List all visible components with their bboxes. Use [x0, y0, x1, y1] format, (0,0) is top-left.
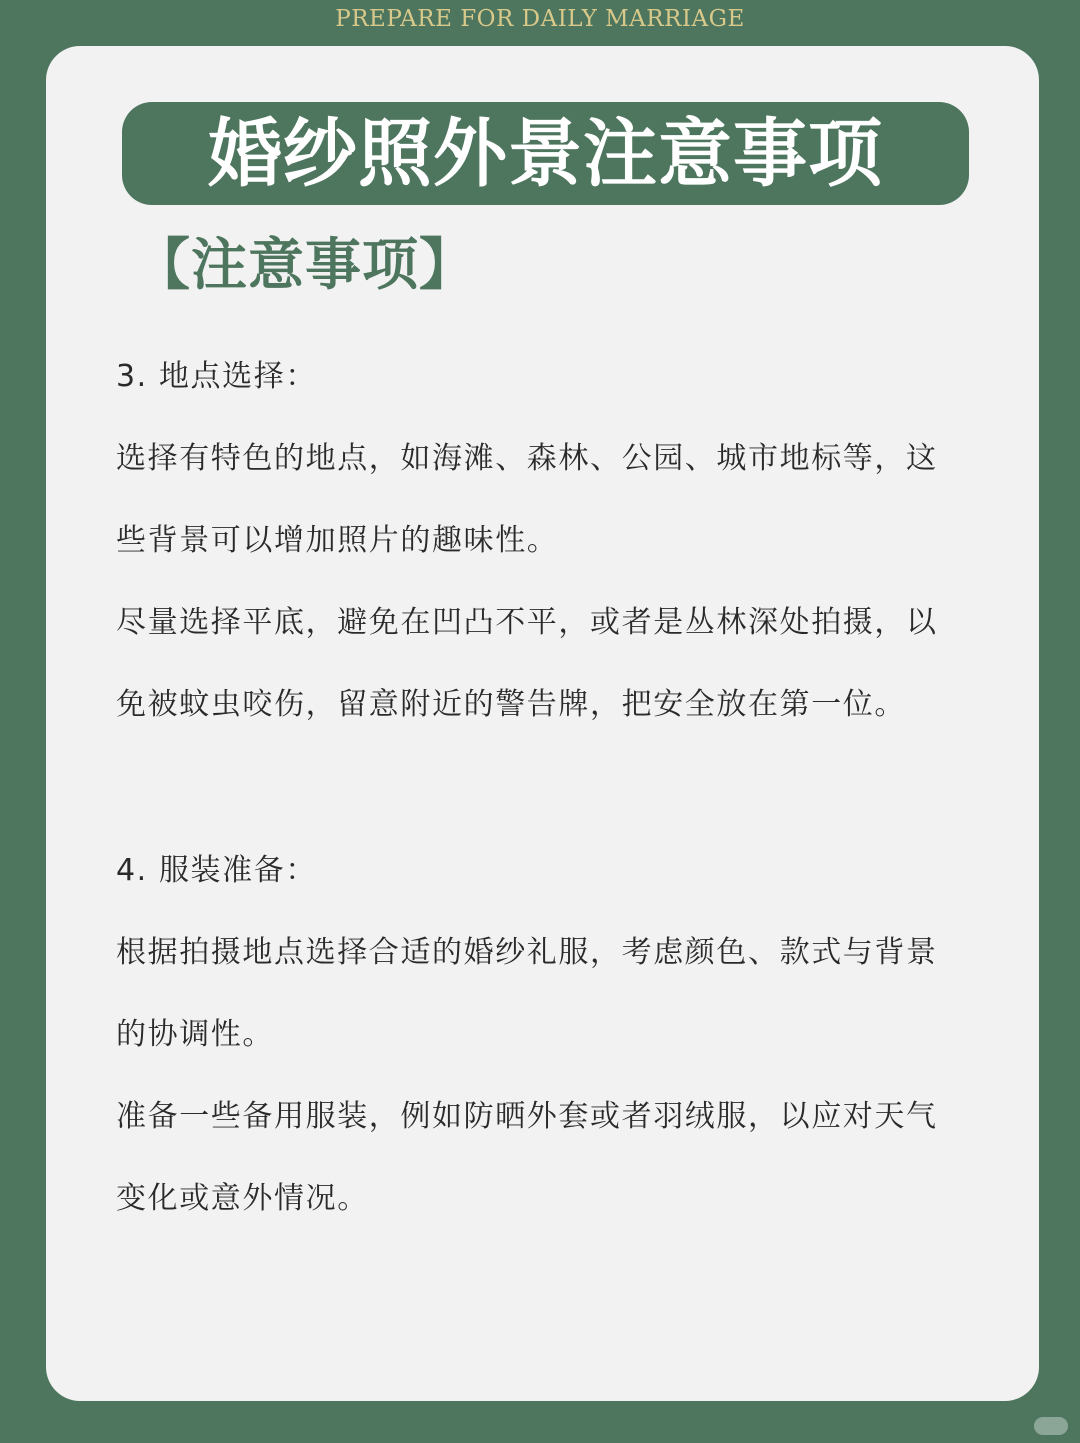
title-banner	[122, 102, 969, 205]
paragraph-line: 选择有特色的地点，如海滩、森林、公园、城市地标等，这	[116, 441, 938, 476]
page-title: 婚纱照外景注意事项	[208, 110, 883, 197]
paragraph-line: 免被蚊虫咬伤，留意附近的警告牌，把安全放在第一位。	[116, 687, 906, 722]
section-heading: 【注意事项】	[134, 233, 476, 298]
paragraph-line: 尽量选择平底，避免在凹凸不平，或者是丛林深处拍摄，以	[116, 605, 938, 640]
paragraph-line: 些背景可以增加照片的趣味性。	[116, 523, 559, 558]
paragraph-line: 的协调性。	[116, 1017, 274, 1052]
top-caption: PREPARE FOR DAILY MARRIAGE	[335, 6, 745, 32]
paragraph-line: 准备一些备用服装，例如防晒外套或者羽绒服，以应对天气	[116, 1099, 938, 1134]
item-heading-location: 3. 地点选择：	[116, 359, 317, 394]
paragraph-line: 根据拍摄地点选择合适的婚纱礼服，考虑颜色、款式与背景	[116, 935, 938, 970]
item-heading-clothing: 4. 服装准备：	[116, 853, 317, 888]
watermark-logo	[1034, 1417, 1068, 1435]
content-card	[46, 46, 1039, 1401]
paragraph-line: 变化或意外情况。	[116, 1181, 369, 1216]
